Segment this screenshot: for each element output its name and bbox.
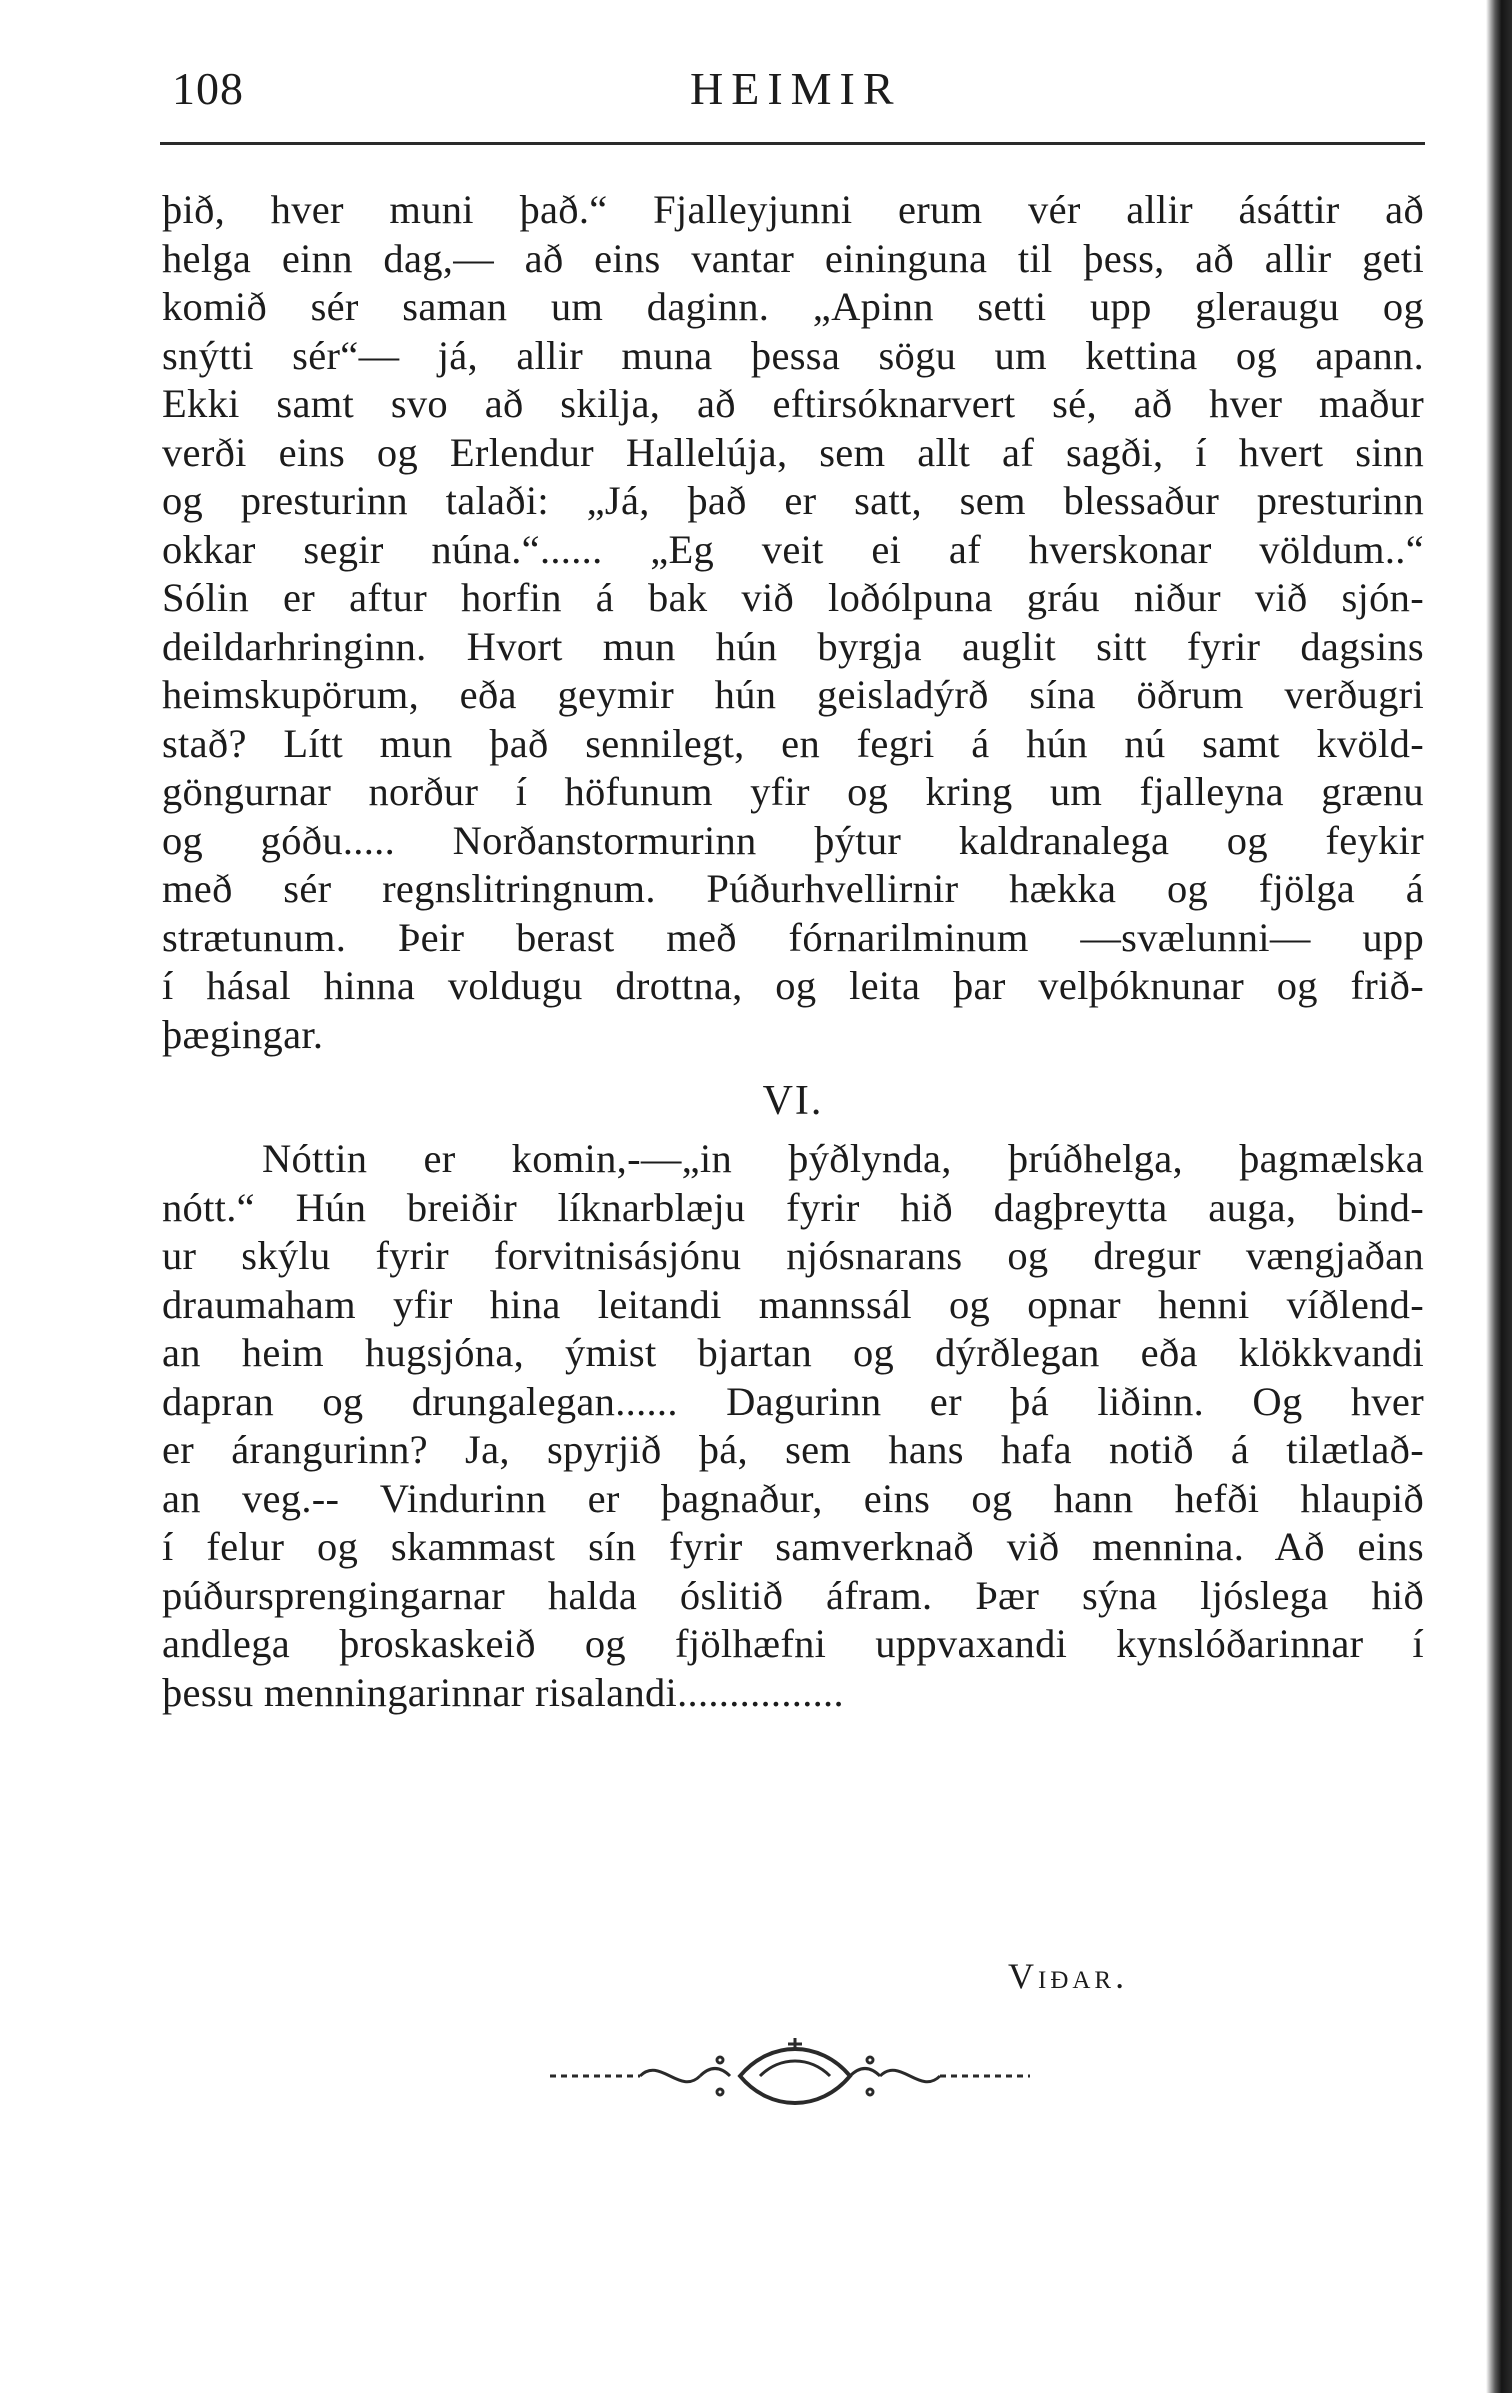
text-line: með sér regnslitringnum. Púðurhvellirnir hækka og fjölga á <box>162 866 1424 911</box>
author-signature: Viðar. <box>1008 1956 1129 1996</box>
text-line: í hásal hinna voldugu drottna, og leita þar velþóknunar og frið- <box>162 963 1424 1008</box>
text-line: stað? Lítt mun það sennilegt, en fegri á hún nú samt kvöld- <box>162 720 1424 766</box>
page-text <box>162 186 1424 1717</box>
text-line: helga einn dag,— að eins vantar eininguna til þess, að allir geti <box>162 235 1424 281</box>
text-line: í felur og skammast sín fyrir samverknað við mennina. Að eins <box>162 1524 1424 1569</box>
text-line: an veg.-- Vindurinn er þagnaður, eins og hann hefði hlaupið <box>162 1475 1424 1521</box>
text-line: þið, hver muni það.“ Fjalleyjunni erum vér allir ásáttir að <box>162 187 1424 232</box>
text-line: andlega þroskaskeið og fjölhæfni uppvaxandi kynslóðarinnar í <box>162 1621 1424 1666</box>
text-line: dapran og drungalegan...... Dagurinn er þá liðinn. Og hver <box>162 1378 1424 1424</box>
text-line: göngurnar norður í höfunum yfir og kring um fjalleyna grænu <box>162 769 1424 814</box>
text-line: er árangurinn? Ja, spyrjið þá, sem hans hafa notið á tilætlað- <box>162 1427 1424 1472</box>
text-line: okkar segir núna.“...... „Eg veit ei af hverskonar völdum..“ <box>162 526 1424 572</box>
text-line: ur skýlu fyrir forvitnisásjónu njósnarans og dregur vængjaðan <box>162 1233 1424 1278</box>
text-line: deildarhringinn. Hvort mun hún byrgja auglit sitt fyrir dagsins <box>162 623 1424 669</box>
header-rule <box>160 142 1425 145</box>
text-line: heimskupörum, eða geymir hún geisladýrð sína öðrum verðugri <box>162 672 1424 717</box>
text-line: og presturinn talaði: „Já, það er satt, sem blessaður presturinn <box>162 478 1424 523</box>
text-line: verði eins og Erlendur Hallelúja, sem allt af sagði, í hvert sinn <box>162 429 1424 475</box>
text-line: Nóttin er komin,-—„in þýðlynda, þrúðhelga, þagmælska <box>262 1136 1424 1181</box>
running-title: HEIMIR <box>690 63 902 114</box>
text-line: nótt.“ Hún breiðir líknarblæju fyrir hið dagþreytta auga, bind- <box>162 1184 1424 1230</box>
text-line: an heim hugsjóna, ýmist bjartan og dýrðlegan eða klökkvandi <box>162 1330 1424 1375</box>
text-line: Sólin er aftur horfin á bak við loðólpuna gráu niður við sjón- <box>162 575 1424 620</box>
text-line: draumaham yfir hina leitandi mannssál og opnar henni víðlend- <box>162 1281 1424 1327</box>
text-line: snýtti sér“— já, allir muna þessa sögu um kettina og apann. <box>162 332 1424 378</box>
paragraph-2 <box>162 1135 1424 1717</box>
text-line: Ekki samt svo að skilja, að eftirsóknarvert sé, að hver maður <box>162 381 1424 426</box>
text-line: púðursprengingarnar halda óslitið áfram. Þær sýna ljóslega hið <box>162 1572 1424 1618</box>
page-number: 108 <box>172 63 244 114</box>
text-line: komið sér saman um daginn. „Apinn setti upp gleraugu og <box>162 284 1424 329</box>
text-line: strætunum. Þeir berast með fórnarilminum —svælunni— upp <box>162 914 1424 960</box>
paragraph-1 <box>162 186 1424 1059</box>
text-line: þessu menningarinnar risalandi................ <box>162 1669 844 1715</box>
scan-edge-shadow <box>1486 0 1512 2393</box>
ornament-icon <box>530 2020 1050 2130</box>
text-line: og góðu..... Norðanstormurinn þýtur kaldranalega og feykir <box>162 817 1424 863</box>
section-heading: VI. <box>762 1078 824 1124</box>
text-line: þægingar. <box>162 1011 324 1057</box>
